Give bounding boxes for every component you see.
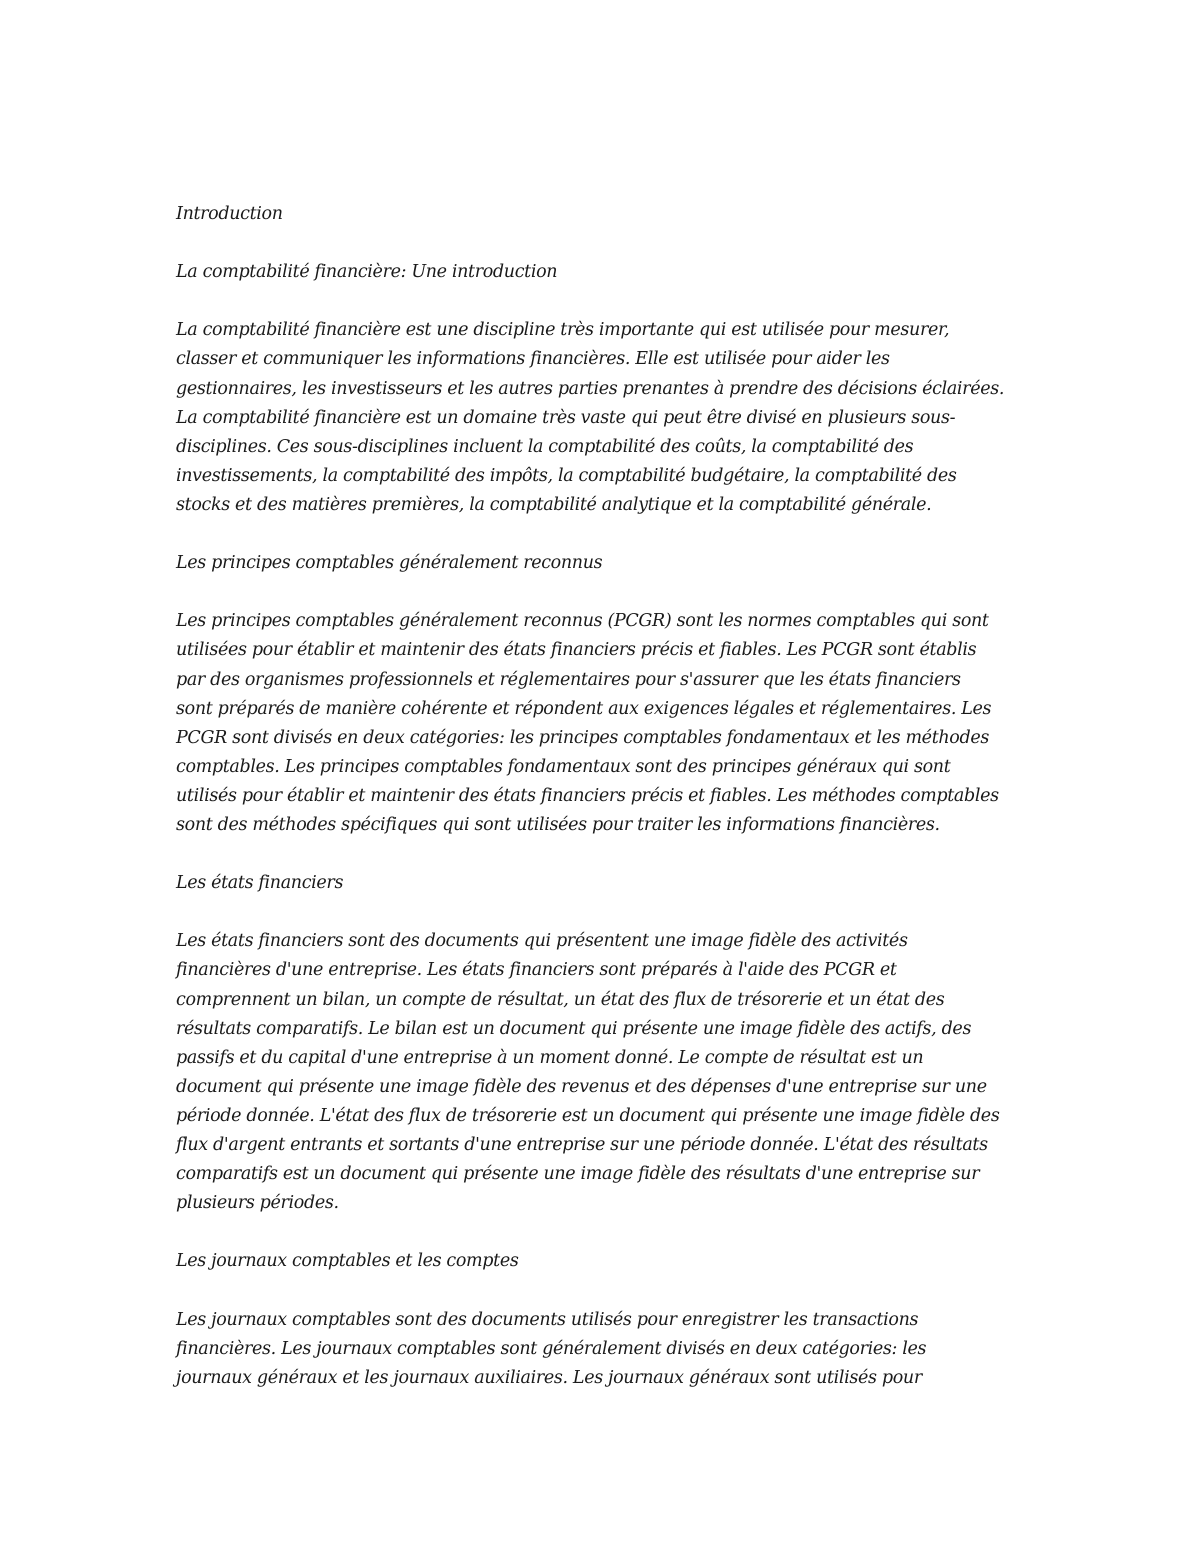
text-line: période donnée. L'état des flux de trésorerie est un document qui présente une image fidèle des [176,1105,1000,1126]
text-line: financières d'une entreprise. Les états financiers sont préparés à l'aide des PCGR et [176,960,897,981]
paragraph-comptabilite-financiere [176,316,1036,520]
text-line: Les journaux comptables et les comptes [176,1251,519,1272]
paragraph-journaux-comptables [176,1306,1036,1393]
heading-principes-comptables [176,549,1036,578]
text-line: Introduction [176,204,283,224]
text-line: comprennent un bilan, un compte de résultat, un état des flux de trésorerie et un état des [176,989,945,1010]
paragraph-etats-financiers [176,927,1036,1218]
document-body [176,200,1036,1422]
text-line: Les principes comptables généralement reconnus [176,553,603,574]
text-line: classer et communiquer les informations financières. Elle est utilisée pour aider les [176,349,890,370]
text-line: sont des méthodes spécifiques qui sont utilisées pour traiter les informations financières. [176,814,940,835]
text-line: utilisées pour établir et maintenir des états financiers précis et fiables. Les PCGR sont établis [176,640,977,661]
text-line: disciplines. Ces sous-disciplines incluent la comptabilité des coûts, la comptabilité des [176,436,914,457]
section-title-introduction [176,200,1036,229]
text-line: utilisés pour établir et maintenir des états financiers précis et fiables. Les méthodes comptables [176,785,999,806]
text-line: document qui présente une image fidèle des revenus et des dépenses d'une entreprise sur une [176,1076,987,1097]
text-line: journaux généraux et les journaux auxiliaires. Les journaux généraux sont utilisés pour [176,1367,922,1388]
text-line: plusieurs périodes. [176,1193,339,1214]
text-line: financières. Les journaux comptables sont généralement divisés en deux catégories: les [176,1338,927,1359]
text-line: comparatifs est un document qui présente une image fidèle des résultats d'une entreprise sur [176,1164,980,1185]
text-line: flux d'argent entrants et sortants d'une entreprise sur une période donnée. L'état des résultats [176,1135,988,1155]
text-line: La comptabilité financière: Une introduction [176,262,558,283]
text-line: La comptabilité financière est une discipline très importante qui est utilisée pour mesurer, [176,320,950,341]
text-line: par des organismes professionnels et réglementaires pour s'assurer que les états financiers [176,669,961,690]
text-line: La comptabilité financière est un domaine très vaste qui peut être divisé en plusieurs sous- [176,407,956,428]
text-line: Les journaux comptables sont des documents utilisés pour enregistrer les transactions [176,1309,919,1330]
text-line: investissements, la comptabilité des impôts, la comptabilité budgétaire, la comptabilité des [176,465,957,486]
text-line: Les états financiers [176,873,344,894]
text-line: Les principes comptables généralement reconnus (PCGR) sont les normes comptables qui sont [176,611,989,632]
text-line: résultats comparatifs. Le bilan est un document qui présente une image fidèle des actifs, des [176,1018,972,1039]
text-line: stocks et des matières premières, la comptabilité analytique et la comptabilité générale. [176,494,932,515]
text-line: gestionnaires, les investisseurs et les autres parties prenantes à prendre des décisions éclairées. [176,378,1005,399]
text-line: Les états financiers sont des documents qui présentent une image fidèle des activités [176,931,908,952]
text-line: comptables. Les principes comptables fondamentaux sont des principes généraux qui sont [176,756,951,777]
heading-etats-financiers [176,869,1036,898]
heading-journaux-comptables [176,1247,1036,1276]
heading-comptabilite-financiere [176,258,1036,287]
text-line: sont préparés de manière cohérente et répondent aux exigences légales et réglementaires. Les [176,698,992,719]
text-line: PCGR sont divisés en deux catégories: les principes comptables fondamentaux et les méthodes [176,727,989,748]
text-line: passifs et du capital d'une entreprise à un moment donné. Le compte de résultat est un [176,1047,924,1068]
paragraph-principes-comptables [176,607,1036,840]
